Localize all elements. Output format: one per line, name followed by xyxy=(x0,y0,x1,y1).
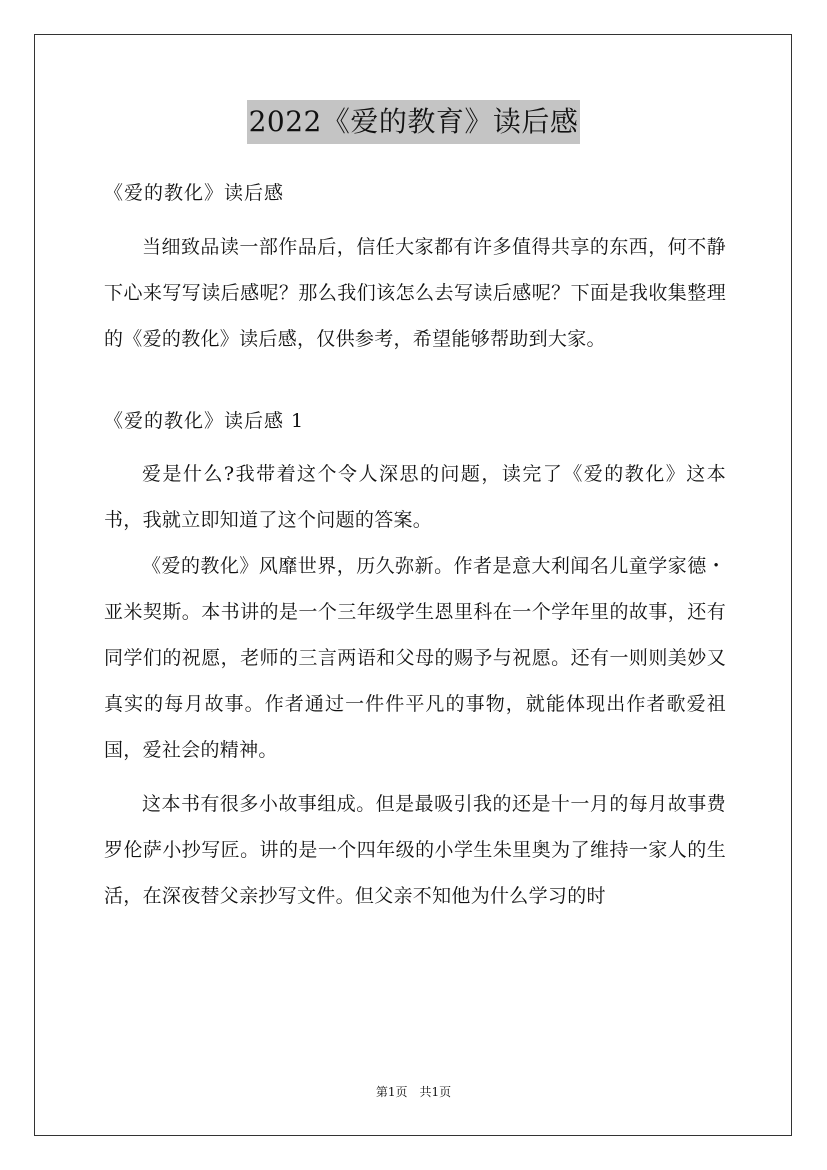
page-number: 第1页 xyxy=(375,1085,408,1099)
paragraph-1: 爱是什么?我带着这个令人深思的问题，读完了《爱的教化》这本书，我就立即知道了这个问题的答案。 xyxy=(104,463,726,531)
document-body xyxy=(104,168,726,919)
page-footer xyxy=(0,1084,827,1100)
intro-paragraph: 当细致品读一部作品后，信任大家都有许多值得共享的东西，何不静下心来写写读后感呢？那么我们该怎么去写读后感呢？下面是我收集整理的《爱的教化》读后感，仅供参考，希望能够帮助到大家。 xyxy=(104,236,726,350)
intro-heading: 《爱的教化》读后感 xyxy=(104,182,285,204)
document-title: 2022《爱的教育》读后感 xyxy=(247,100,581,144)
title-block xyxy=(0,100,827,144)
paragraph-2: 《爱的教化》风靡世界，历久弥新。作者是意大利闻名儿童学家德・亚米契斯。本书讲的是一个三年级学生恩里科在一个学年里的故事，还有同学们的祝愿，老师的三言两语和父母的赐予与祝愿。还有一则则美妙又真实的每月故事。作者通过一件件平凡的事物，就能体现出作者歌爱祖国，爱社会的精神。 xyxy=(104,555,726,761)
section-heading: 《爱的教化》读后感 1 xyxy=(104,410,305,432)
paragraph-3: 这本书有很多小故事组成。但是最吸引我的还是十一月的每月故事费罗伦萨小抄写匠。讲的是一个四年级的小学生朱里奥为了维持一家人的生活，在深夜替父亲抄写文件。但父亲不知他为什么学习的时 xyxy=(104,793,726,907)
section-spacer xyxy=(104,362,726,396)
page-total: 共1页 xyxy=(419,1085,452,1099)
